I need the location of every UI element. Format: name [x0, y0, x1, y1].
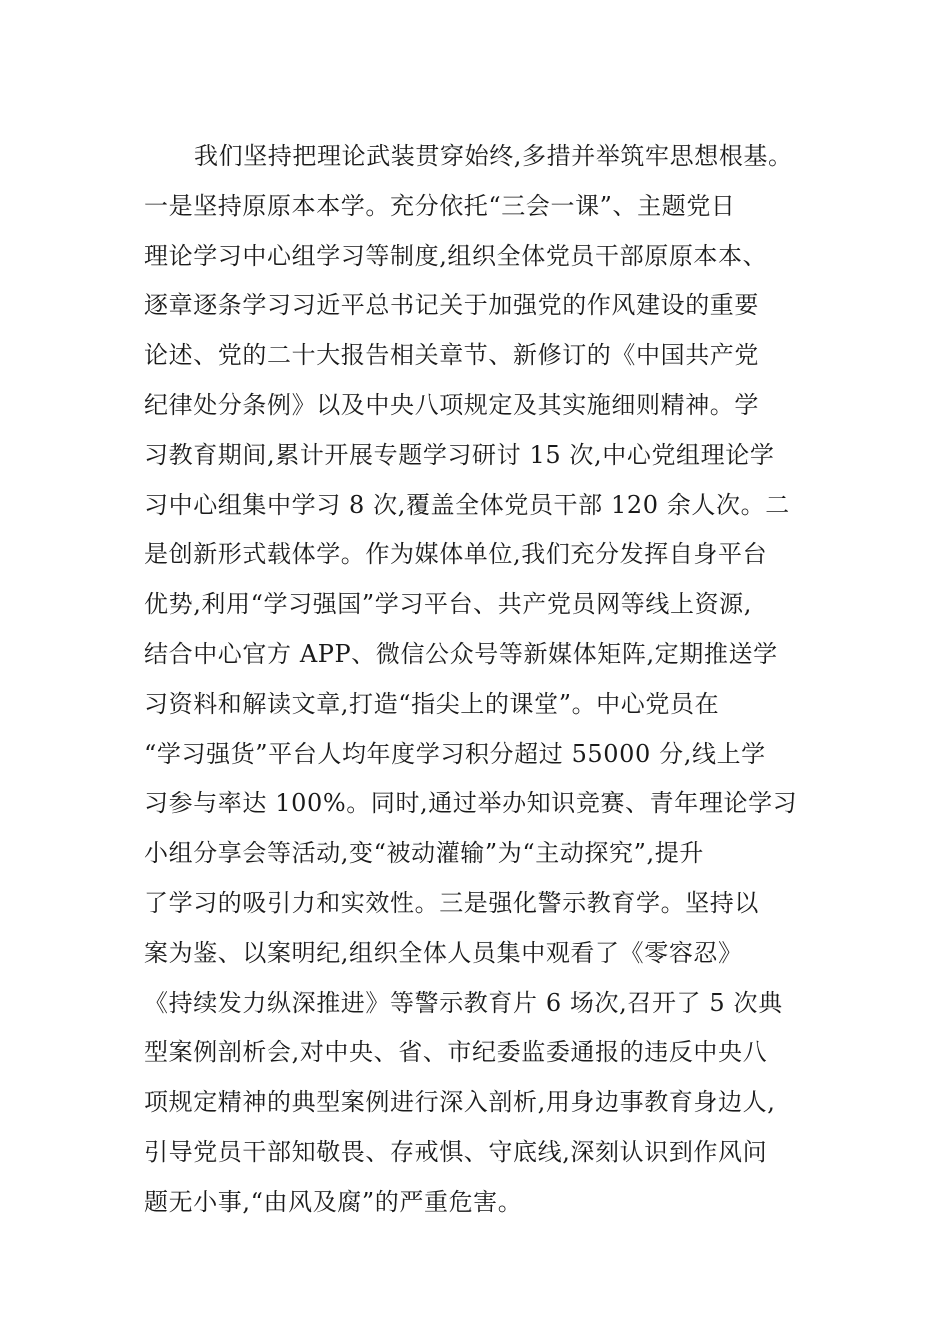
text-line: 习参与率达 100%。同时,通过举办知识竞赛、青年理论学习: [144, 789, 798, 818]
text-line: 优势,利用“学习强国”学习平台、共产党员网等线上资源,: [144, 590, 752, 619]
text-line: 习资料和解读文章,打造“指尖上的课堂”。中心党员在: [144, 689, 720, 718]
text-line: “学习强货”平台人均年度学习积分超过 55000 分,线上学: [144, 739, 766, 768]
text-line: 项规定精神的典型案例进行深入剖析,用身边事教育身边人,: [144, 1088, 776, 1117]
text-line: 案为鉴、以案明纪,组织全体人员集中观看了《零容忍》: [144, 938, 743, 967]
text-line: 了学习的吸引力和实效性。三是强化警示教育学。坚持以: [144, 888, 759, 917]
text-line: 逐章逐条学习习近平总书记关于加强党的作风建设的重要: [144, 291, 759, 320]
body-paragraph: [144, 132, 824, 1228]
text-line: 结合中心官方 APP、微信公众号等新媒体矩阵,定期推送学: [144, 639, 778, 668]
text-line: 引导党员干部知敬畏、存戒惧、守底线,深刻认识到作风问: [144, 1137, 768, 1166]
text-line: 《持续发力纵深推进》等警示教育片 6 场次,召开了 5 次典: [144, 988, 783, 1017]
text-line: 论述、党的二十大报告相关章节、新修订的《中国共产党: [144, 341, 759, 370]
text-line: 习中心组集中学习 8 次,覆盖全体党员干部 120 余人次。二: [144, 490, 790, 519]
text-line: 我们坚持把理论武装贯穿始终,多措并举筑牢思想根基。: [194, 142, 793, 170]
text-line: 型案例剖析会,对中央、省、市纪委监委通报的违反中央八: [144, 1038, 768, 1067]
text-line: 理论学习中心组学习等制度,组织全体党员干部原原本本、: [144, 241, 768, 270]
text-line: 习教育期间,累计开展专题学习研讨 15 次,中心党组理论学: [144, 440, 775, 469]
text-line: 是创新形式载体学。作为媒体单位,我们充分发挥自身平台: [144, 540, 768, 569]
text-line: 题无小事,“由风及腐”的严重危害。: [144, 1187, 523, 1216]
text-line: 小组分享会等活动,变“被动灌输”为“主动探究”,提升: [144, 839, 704, 868]
text-line: 纪律处分条例》以及中央八项规定及其实施细则精神。学: [144, 390, 759, 419]
text-line: 一是坚持原原本本学。充分依托“三会一课”、主题党日: [144, 191, 736, 220]
